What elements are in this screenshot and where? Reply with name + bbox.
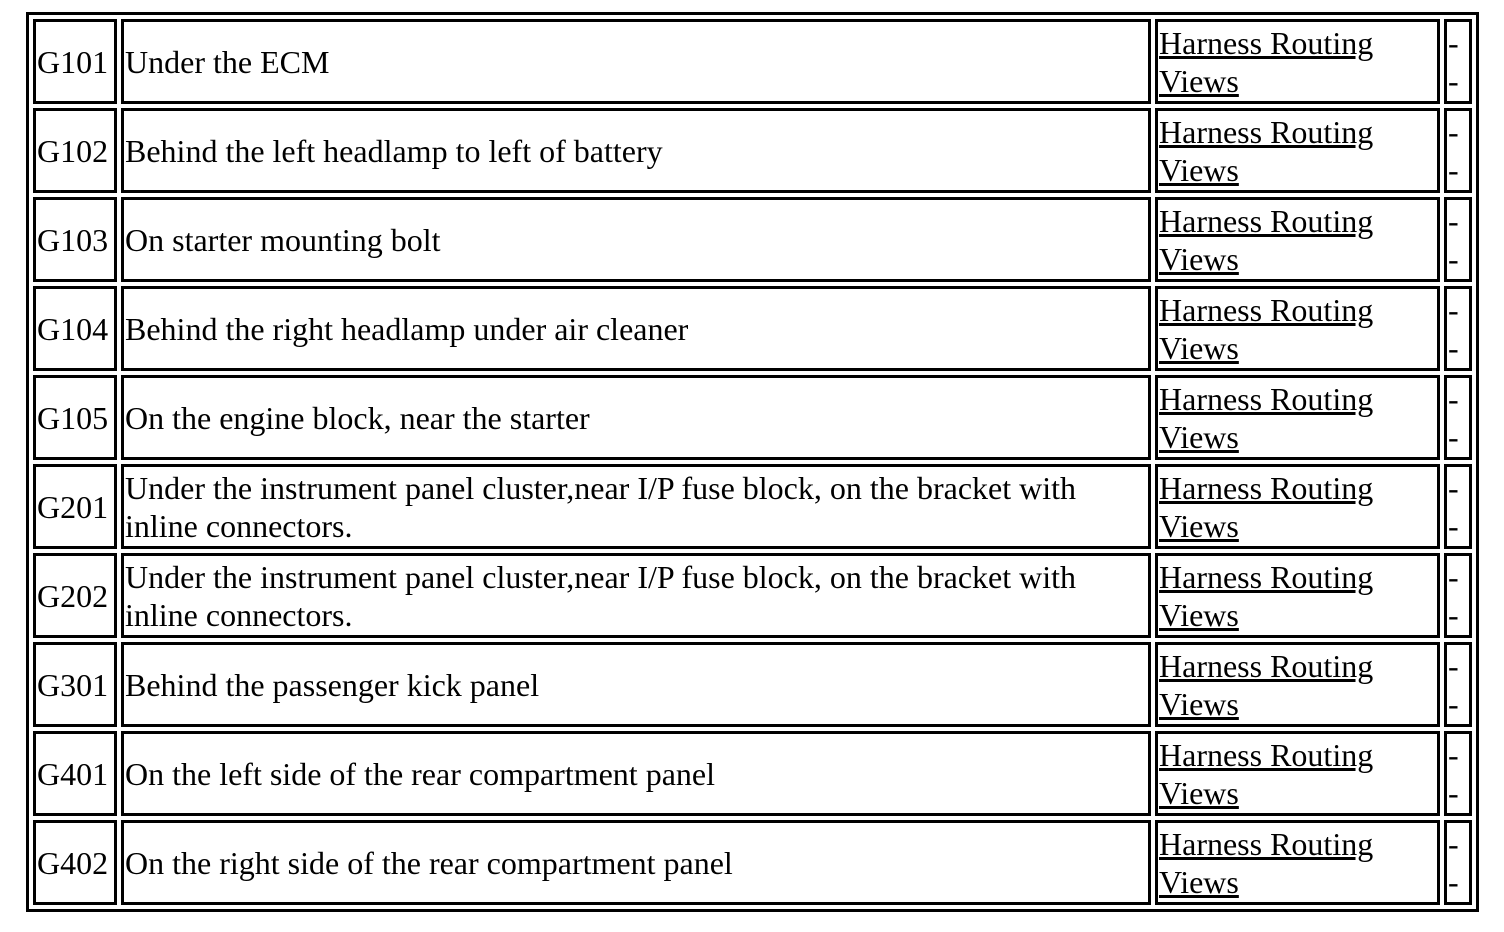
ground-id-cell: G201 — [33, 464, 117, 549]
harness-routing-cell — [1155, 642, 1440, 727]
extra-value-2: - — [1448, 685, 1459, 722]
extra-cell — [1444, 286, 1472, 371]
table-row — [33, 553, 1472, 638]
ground-location-cell: On the right side of the rear compartment panel — [121, 820, 1151, 905]
table-row — [33, 642, 1472, 727]
harness-routing-views-link[interactable]: Harness Routing Views — [1159, 736, 1374, 811]
harness-routing-cell — [1155, 286, 1440, 371]
harness-routing-views-link[interactable]: Harness Routing Views — [1159, 24, 1374, 99]
extra-cell — [1444, 375, 1472, 460]
table-row — [33, 375, 1472, 460]
harness-routing-cell — [1155, 820, 1440, 905]
ground-location-cell: Behind the left headlamp to left of battery — [121, 108, 1151, 193]
harness-routing-cell — [1155, 731, 1440, 816]
table-row — [33, 820, 1472, 905]
ground-id-cell: G104 — [33, 286, 117, 371]
extra-value-2: - — [1448, 774, 1459, 811]
ground-id-cell: G105 — [33, 375, 117, 460]
harness-routing-cell — [1155, 553, 1440, 638]
ground-id-cell: G102 — [33, 108, 117, 193]
extra-value-2: - — [1448, 240, 1459, 277]
ground-id-cell: G401 — [33, 731, 117, 816]
ground-location-cell: On the engine block, near the starter — [121, 375, 1151, 460]
extra-value-2: - — [1448, 418, 1459, 455]
table-row — [33, 19, 1472, 104]
harness-routing-views-link[interactable]: Harness Routing Views — [1159, 825, 1374, 900]
extra-cell — [1444, 731, 1472, 816]
harness-routing-cell — [1155, 375, 1440, 460]
extra-value-1: - — [1448, 291, 1459, 328]
ground-location-cell: Under the ECM — [121, 19, 1151, 104]
extra-value-1: - — [1448, 558, 1459, 595]
ground-location-cell: On starter mounting bolt — [121, 197, 1151, 282]
extra-value-2: - — [1448, 151, 1459, 188]
ground-locations-table-wrapper — [26, 12, 1469, 912]
extra-value-1: - — [1448, 24, 1459, 61]
table-body — [33, 19, 1472, 905]
table-row — [33, 108, 1472, 193]
ground-location-cell: On the left side of the rear compartment panel — [121, 731, 1151, 816]
table-row — [33, 197, 1472, 282]
ground-id-cell: G202 — [33, 553, 117, 638]
ground-location-cell: Behind the right headlamp under air cleaner — [121, 286, 1151, 371]
ground-locations-table — [26, 12, 1479, 912]
extra-cell — [1444, 464, 1472, 549]
harness-routing-views-link[interactable]: Harness Routing Views — [1159, 647, 1374, 722]
ground-id-cell: G103 — [33, 197, 117, 282]
extra-value-1: - — [1448, 202, 1459, 239]
extra-cell — [1444, 19, 1472, 104]
table-row — [33, 731, 1472, 816]
harness-routing-views-link[interactable]: Harness Routing Views — [1159, 202, 1374, 277]
extra-cell — [1444, 642, 1472, 727]
harness-routing-views-link[interactable]: Harness Routing Views — [1159, 469, 1374, 544]
table-row — [33, 286, 1472, 371]
extra-value-2: - — [1448, 863, 1459, 900]
extra-value-1: - — [1448, 736, 1459, 773]
extra-value-2: - — [1448, 507, 1459, 544]
harness-routing-cell — [1155, 108, 1440, 193]
harness-routing-views-link[interactable]: Harness Routing Views — [1159, 113, 1374, 188]
extra-value-2: - — [1448, 329, 1459, 366]
ground-location-cell: Behind the passenger kick panel — [121, 642, 1151, 727]
extra-value-1: - — [1448, 469, 1459, 506]
extra-value-1: - — [1448, 825, 1459, 862]
extra-value-2: - — [1448, 62, 1459, 99]
harness-routing-cell — [1155, 464, 1440, 549]
harness-routing-cell — [1155, 19, 1440, 104]
extra-value-1: - — [1448, 647, 1459, 684]
harness-routing-views-link[interactable]: Harness Routing Views — [1159, 291, 1374, 366]
extra-value-1: - — [1448, 113, 1459, 150]
extra-cell — [1444, 108, 1472, 193]
harness-routing-views-link[interactable]: Harness Routing Views — [1159, 380, 1374, 455]
ground-id-cell: G301 — [33, 642, 117, 727]
ground-id-cell: G402 — [33, 820, 117, 905]
extra-cell — [1444, 820, 1472, 905]
ground-id-cell: G101 — [33, 19, 117, 104]
extra-value-2: - — [1448, 596, 1459, 633]
ground-location-cell: Under the instrument panel cluster,near I/P fuse block, on the bracket with inline connectors. — [121, 553, 1151, 638]
table-row — [33, 464, 1472, 549]
extra-cell — [1444, 553, 1472, 638]
harness-routing-cell — [1155, 197, 1440, 282]
extra-value-1: - — [1448, 380, 1459, 417]
extra-cell — [1444, 197, 1472, 282]
ground-location-cell: Under the instrument panel cluster,near I/P fuse block, on the bracket with inline connectors. — [121, 464, 1151, 549]
harness-routing-views-link[interactable]: Harness Routing Views — [1159, 558, 1374, 633]
